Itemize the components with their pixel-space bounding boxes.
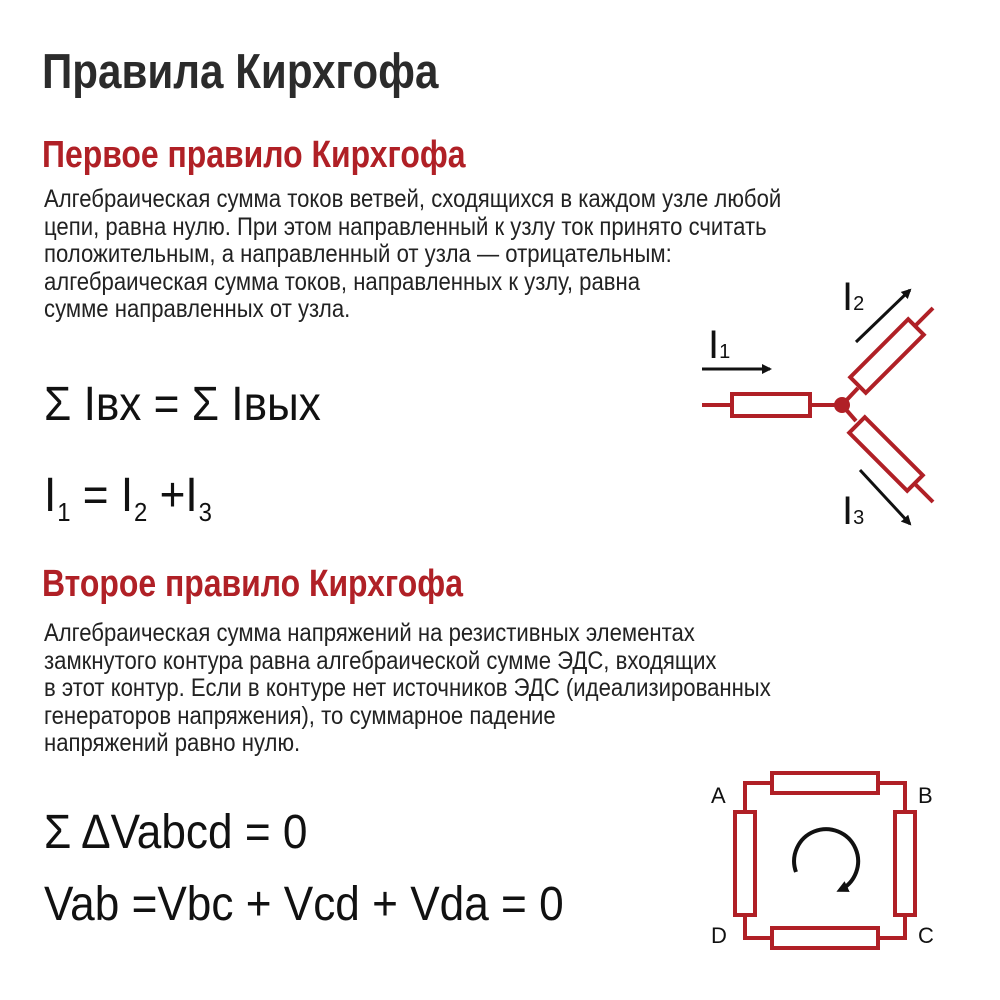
- branch-3: [842, 405, 933, 502]
- node-c-label: C: [918, 923, 934, 948]
- resistor-2: [850, 319, 924, 393]
- rule2-heading: Второе правило Кирхгофа: [42, 563, 463, 605]
- resistor-3: [849, 417, 923, 491]
- sigma-symbol: Σ: [191, 378, 220, 431]
- rule1-heading: Первое правило Кирхгофа: [42, 134, 466, 176]
- rule2-formula-voltages: Vab =Vbc + Vcd + Vda = 0: [44, 878, 564, 931]
- rule1-line: сумме направленных от узла.: [44, 295, 351, 323]
- rule2-line: напряжений равно нулю.: [44, 729, 301, 757]
- current-symbol: I: [83, 378, 96, 431]
- current-symbol: I: [185, 469, 198, 522]
- sigma-symbol: Σ: [44, 378, 72, 431]
- branch-1: [702, 394, 842, 416]
- current-symbol: I: [44, 469, 57, 522]
- resistor-cd: [772, 928, 878, 948]
- resistor-ab: [772, 773, 878, 793]
- rule2-formula-sum: Σ ΔVabcd = 0: [44, 806, 308, 859]
- current-symbol: I: [120, 469, 134, 522]
- subscript: 3: [198, 497, 212, 527]
- node-b-label: B: [918, 783, 933, 808]
- out-label: вых: [243, 378, 321, 431]
- current-symbol: I: [231, 378, 244, 431]
- subscript: 2: [134, 497, 148, 527]
- rule1-line: Алгебраическая сумма токов ветвей, сходящихся в каждом узле любой: [44, 185, 782, 213]
- rule1-formula-sum: [44, 377, 321, 432]
- label-i3: I3: [842, 489, 865, 533]
- rule2-line: замкнутого контура равна алгебраической сумме ЭДС, входящих: [44, 646, 717, 675]
- node-dot: [834, 397, 850, 413]
- node-a-label: A: [711, 783, 726, 808]
- rule2-line: Алгебраическая сумма напряжений на резистивных элементах: [44, 619, 695, 647]
- in-label: вх: [95, 378, 142, 431]
- rule1-line: цепи, равна нулю. При этом направленный к узлу ток принято считать: [44, 212, 767, 241]
- equals-sign: =: [82, 469, 109, 522]
- rule2-line: в этот контур. Если в контуре нет источников ЭДС (идеализированных: [44, 674, 771, 702]
- rule2-paragraph: [44, 620, 865, 758]
- resistor-bc: [895, 812, 915, 915]
- rule1-line: алгебраическая сумма токов, направленных к узлу, равна: [44, 267, 641, 296]
- label-i1: I1: [708, 323, 731, 367]
- subscript: 1: [57, 497, 71, 527]
- plus-sign: +: [159, 469, 186, 522]
- loop-wires: [745, 783, 905, 938]
- kirchhoff-node-diagram: [690, 262, 970, 537]
- rule1-formula-currents: [44, 468, 212, 527]
- rule1-line: положительным, а направленный от узла — отрицательным:: [44, 240, 672, 268]
- branch-2: [842, 308, 933, 405]
- label-i2: I2: [842, 275, 865, 319]
- page-title: Правила Кирхгофа: [42, 45, 439, 99]
- equals-sign: =: [153, 378, 180, 431]
- kirchhoff-loop-diagram: [700, 765, 950, 955]
- resistor-1: [732, 394, 810, 416]
- resistor-da: [735, 812, 755, 915]
- loop-direction-arrow-icon: [794, 829, 858, 890]
- rule2-line: генераторов напряжения), то суммарное падение: [44, 701, 556, 730]
- node-d-label: D: [711, 923, 727, 948]
